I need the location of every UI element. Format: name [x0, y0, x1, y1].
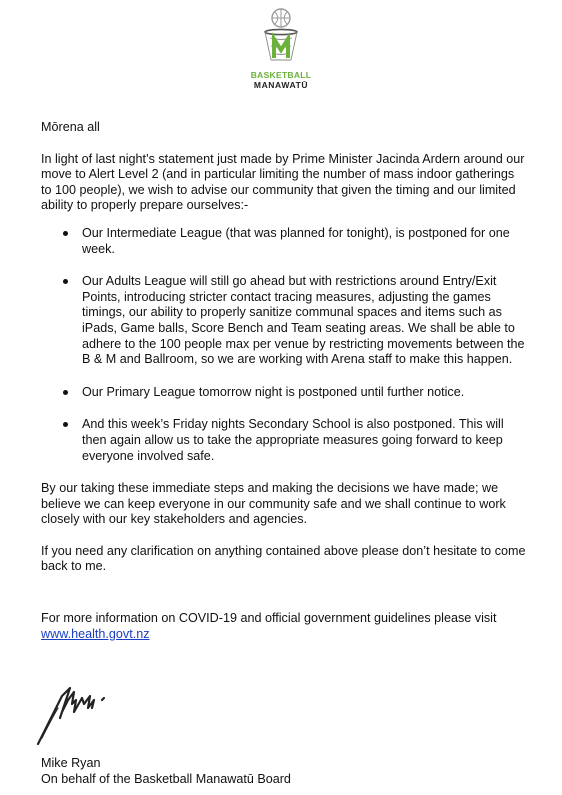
handwritten-signature	[32, 678, 112, 753]
bullet-icon	[63, 279, 68, 284]
list-item	[41, 226, 526, 257]
health-website-link[interactable]: www.health.govt.nz	[41, 626, 150, 641]
list-item-text: Our Intermediate League (that was planned for tonight), is postponed for one week.	[82, 225, 510, 256]
list-item	[41, 417, 526, 464]
list-item-text: Our Primary League tomorrow night is postponed until further notice.	[82, 384, 465, 399]
covid-info-paragraph	[41, 611, 526, 642]
list-item-text: And this week’s Friday nights Secondary School is also postponed. This will then again allow us to take the appropriate measures going forward to keep everyone involved safe.	[82, 417, 504, 463]
bullet-icon	[63, 390, 68, 395]
list-item	[41, 274, 526, 368]
list-item-text: Our Adults League will still go ahead but with restrictions around Entry/Exit Points, introducing stricter contact tracing measures, adjusting the games timings, our ability to properly sanitize communal spaces and items such as iPads, Game balls, Score Bench and Team seating areas. We shall be able to adhere to the 100 people max per venue by restricting movements between the B & M and Ballroom, so we are working with Arena staff to make this happen.	[82, 274, 525, 367]
list-item	[41, 385, 526, 401]
covid-info-text: For more information on COVID-19 and official government guidelines please visit	[41, 611, 497, 626]
closing-paragraph: By our taking these immediate steps and making the decisions we have made; we believe we can keep everyone in our community safe and we shall continue to work closely with our key stakeholders and agencies.	[41, 481, 506, 527]
letter-body	[41, 120, 526, 642]
intro-paragraph: In light of last night’s statement just made by Prime Minister Jacinda Ardern around our move to Alert Level 2 (and in particular limiting the number of mass indoor gatherings to 100 people), we wish to advise our community that given the timing and our limited ability to properly prepare ourselves:-	[41, 151, 525, 213]
signatory-block	[41, 756, 291, 787]
signatory-name: Mike Ryan	[41, 756, 101, 770]
bullet-icon	[63, 231, 68, 236]
clarification-paragraph: If you need any clarification on anything contained above please don’t hesitate to come back to me.	[41, 543, 526, 574]
bullet-icon	[63, 422, 68, 427]
logo-text-manawatu: MANAWATŪ	[253, 80, 309, 90]
logo-text-basketball: BASKETBALL	[250, 70, 312, 80]
announcement-list	[41, 226, 526, 464]
signatory-role: On behalf of the Basketball Manawatū Board	[41, 771, 291, 786]
basketball-hoop-icon	[262, 8, 300, 66]
basketball-manawatu-logo	[0, 8, 562, 98]
greeting: Mōrena all	[41, 120, 100, 134]
